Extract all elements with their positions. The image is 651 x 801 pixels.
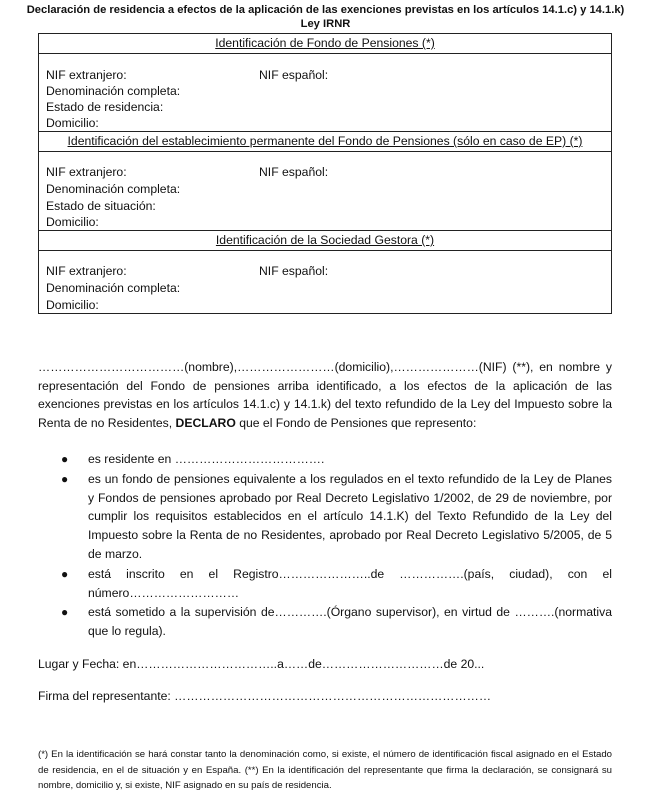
- denominacion-label: Denominación completa:: [46, 182, 181, 196]
- identification-table: [38, 33, 612, 314]
- word: en: [179, 567, 194, 581]
- inscrito-line: [88, 565, 612, 584]
- nif-espanol-label: NIF español:: [259, 264, 329, 278]
- denominacion-label: Denominación completa:: [46, 281, 181, 295]
- nif-extranjero-label: NIF extranjero:: [46, 264, 127, 278]
- word: con: [567, 567, 588, 581]
- section-heading-establecimiento: Identificación del establecimiento permanente del Fondo de Pensiones (sólo en caso de EP) (*): [67, 134, 583, 148]
- bullet-residente: es residente en ……………………………….: [88, 452, 325, 466]
- lugar-fecha-line: Lugar y Fecha: en……………………………..a……de…………………………de 20...: [38, 657, 485, 671]
- section-heading-gestora: Identificación de la Sociedad Gestora (*): [215, 233, 435, 247]
- bullet-icon: ●: [61, 452, 69, 466]
- declaro-keyword: DECLARO: [175, 416, 236, 431]
- nif-extranjero-label: NIF extranjero:: [46, 165, 127, 179]
- firma-line: Firma del representante: ……………………………………………………………………: [38, 689, 492, 703]
- bullet-icon: ●: [61, 567, 69, 581]
- declaration-rest: que el Fondo de Pensiones que represento:: [235, 416, 477, 431]
- bullet-fondo-equivalente: es un fondo de pensiones equivalente a los regulados en el texto refundido de la Ley de Planes y Fondos de pensiones aprobado por Real Decreto Legislativo 1/2002, de 29 de noviembre, por cumplir los requisitos establecidos en el artículo 14.1.K) del Texto Refundido de la Ley del Impuesto sobre la Renta de no Residentes, aprobado por Real Decreto Legislativo 5/2005, de 5 de marzo.: [88, 472, 612, 561]
- word: Registro…………………..de: [233, 567, 385, 581]
- domicilio-label: Domicilio:: [46, 215, 99, 229]
- denominacion-label: Denominación completa:: [46, 84, 181, 98]
- declaration-paragraph: [38, 358, 612, 433]
- domicilio-label: Domicilio:: [46, 116, 99, 130]
- footnote: (*) En la identificación se hará constar tanto la denominación como, si existe, el número de identificación fiscal asignado en el Estado de residencia, en el de situación y en España. (**) En la identificación del representante que firma la declaración, se consignará su nombre, domicilio y, si existe, NIF asignado en su país de residencia.: [38, 749, 612, 791]
- estado-situacion-label: Estado de situación:: [46, 199, 156, 213]
- document-title: Declaración de residencia a efectos de la aplicación de las exenciones previstas en los artículos 14.1.c) y 14.1.k): [26, 4, 625, 16]
- word: está: [88, 567, 112, 581]
- bullet-icon: ●: [61, 605, 69, 619]
- numero-line: número………………………: [88, 585, 240, 600]
- nif-espanol-label: NIF español:: [259, 68, 329, 82]
- bullet-supervision: está sometido a la supervisión de………….(Órgano supervisor), en virtud de ……….(normativa que lo regula).: [88, 605, 612, 638]
- declaration-intro: ………………………………(nombre),……………………(domicilio),…………………(NIF) (**), en nombre y representación del Fondo de pensiones arriba identificado, a los efectos de la aplicación de las exenciones previstas en los artículos 14.1.c) y 14.1.k) del texto refundido de la Ley del Impuesto sobre la Renta de no Residentes,: [38, 360, 612, 431]
- word: …………….(país,: [399, 567, 495, 581]
- document-subtitle: Ley IRNR: [300, 18, 351, 30]
- section-heading-fondo: Identificación de Fondo de Pensiones (*): [215, 36, 435, 50]
- header-divider: [39, 53, 611, 54]
- estado-residencia-label: Estado de residencia:: [46, 100, 164, 114]
- word: ciudad),: [509, 567, 553, 581]
- word: inscrito: [126, 567, 165, 581]
- section-divider: [39, 230, 611, 231]
- bullet-inscrito: [88, 565, 612, 602]
- word: el: [602, 567, 612, 581]
- header-divider: [39, 151, 611, 152]
- word: el: [208, 567, 219, 581]
- nif-extranjero-label: NIF extranjero:: [46, 68, 127, 82]
- nif-espanol-label: NIF español:: [259, 165, 329, 179]
- domicilio-label: Domicilio:: [46, 298, 99, 312]
- bullet-icon: ●: [61, 472, 69, 486]
- header-divider: [39, 250, 611, 251]
- section-divider: [39, 131, 611, 132]
